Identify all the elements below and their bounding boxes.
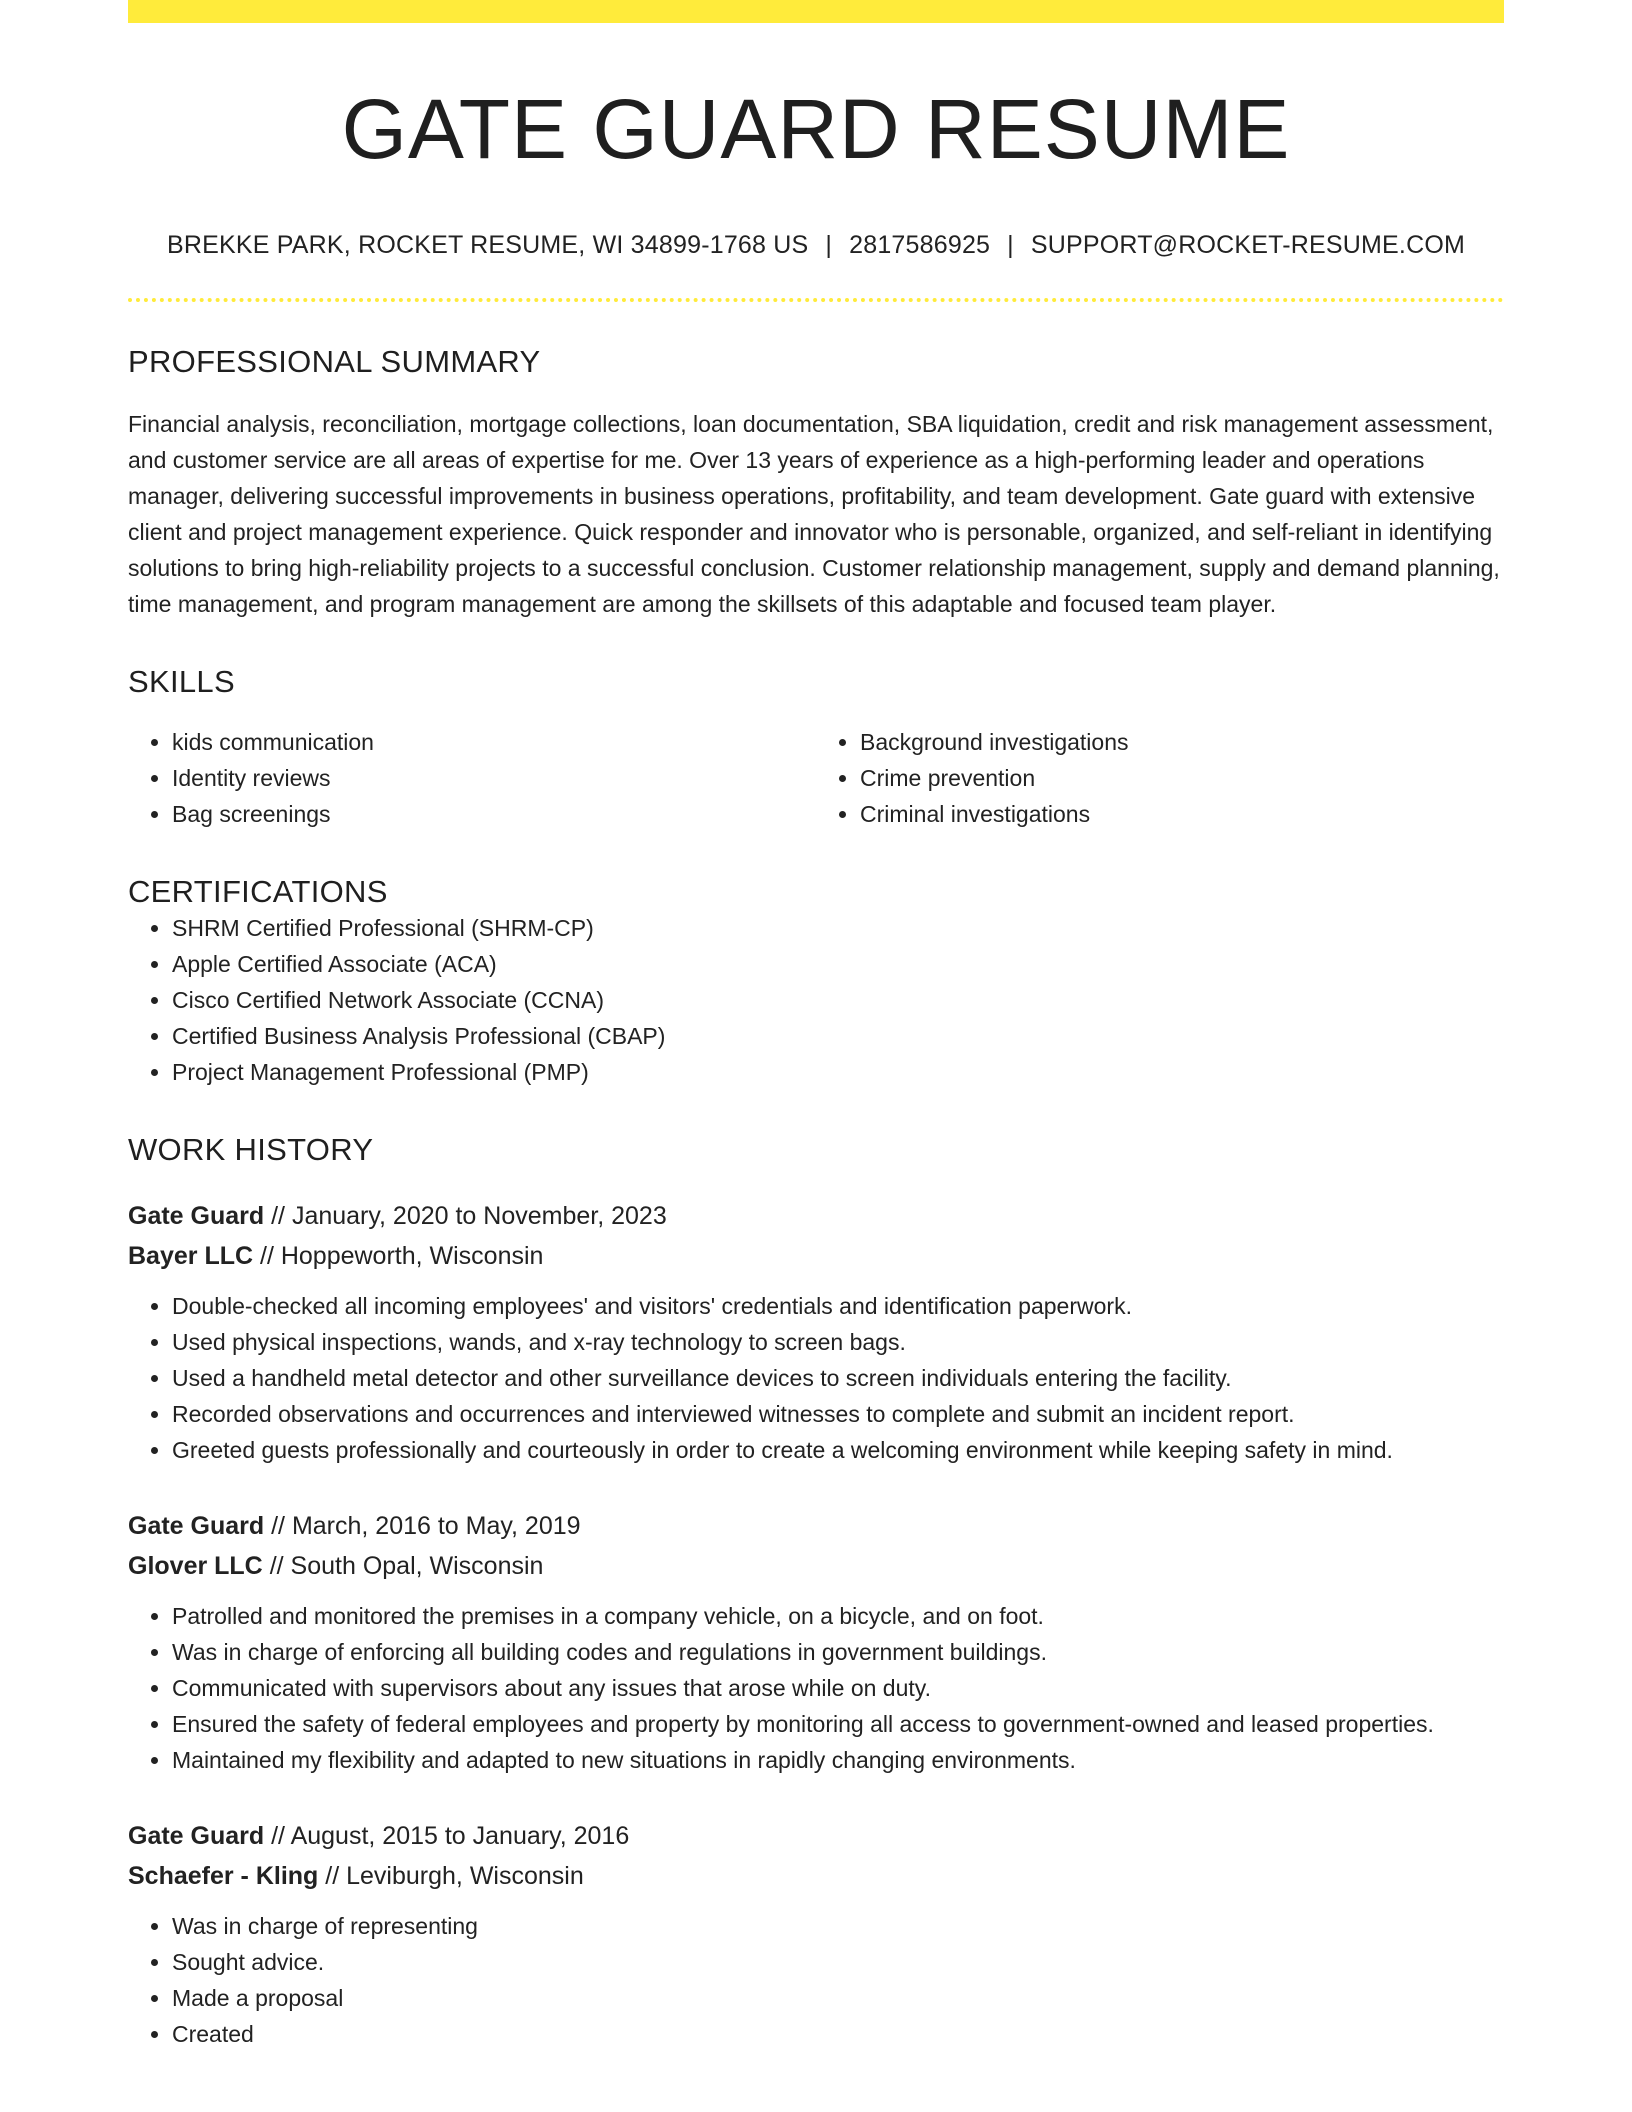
contact-email: SUPPORT@ROCKET-RESUME.COM bbox=[1030, 231, 1466, 260]
certifications-heading: CERTIFICATIONS bbox=[128, 874, 388, 910]
contact-separator: | bbox=[1007, 231, 1014, 260]
skills-columns bbox=[128, 724, 1504, 832]
skill-item: • Background investigations bbox=[860, 724, 1504, 760]
job-bullet: • Created bbox=[172, 2016, 1504, 2052]
contact-line bbox=[128, 231, 1504, 260]
certification-item: • Cisco Certified Network Associate (CCNA) bbox=[172, 982, 1504, 1018]
job-title: Gate Guard bbox=[128, 1512, 265, 1541]
contact-phone: 2817586925 bbox=[849, 231, 991, 260]
certification-item: • Certified Business Analysis Professional (CBAP) bbox=[172, 1018, 1504, 1054]
job-bullet: • Recorded observations and occurrences and interviewed witnesses to complete and submit an incident report. bbox=[172, 1396, 1504, 1432]
job-bullet: • Used physical inspections, wands, and x-ray technology to screen bags. bbox=[172, 1324, 1504, 1360]
resume-title: GATE GUARD RESUME bbox=[341, 82, 1291, 176]
job-entry bbox=[128, 1506, 1504, 1778]
job-bullet: • Was in charge of enforcing all building codes and regulations in government buildings. bbox=[172, 1634, 1504, 1670]
skills-left-list bbox=[128, 724, 816, 832]
job-bullet: • Double-checked all incoming employees' and visitors' credentials and identification paperwork. bbox=[172, 1288, 1504, 1324]
dotted-divider bbox=[128, 298, 1504, 302]
skill-item: • kids communication bbox=[172, 724, 816, 760]
job-title: Gate Guard bbox=[128, 1202, 265, 1231]
job-title-line bbox=[128, 1196, 1504, 1236]
job-bullet: • Communicated with supervisors about any issues that arose while on duty. bbox=[172, 1670, 1504, 1706]
job-dates: // January, 2020 to November, 2023 bbox=[271, 1202, 667, 1231]
job-title-line bbox=[128, 1506, 1504, 1546]
job-bullets bbox=[128, 1908, 1504, 2052]
job-dates: // March, 2016 to May, 2019 bbox=[271, 1512, 581, 1541]
job-title-line bbox=[128, 1816, 1504, 1856]
job-bullet: • Maintained my flexibility and adapted to new situations in rapidly changing environments. bbox=[172, 1742, 1504, 1778]
job-company: Schaefer - Kling bbox=[128, 1862, 319, 1891]
job-location: // South Opal, Wisconsin bbox=[269, 1552, 544, 1581]
certification-item: • SHRM Certified Professional (SHRM-CP) bbox=[172, 910, 1504, 946]
certification-item: • Apple Certified Associate (ACA) bbox=[172, 946, 1504, 982]
skill-item: • Crime prevention bbox=[860, 760, 1504, 796]
job-company: Bayer LLC bbox=[128, 1242, 254, 1271]
skill-item: • Identity reviews bbox=[172, 760, 816, 796]
job-company-line bbox=[128, 1236, 1504, 1276]
job-bullets bbox=[128, 1598, 1504, 1778]
job-entry bbox=[128, 1816, 1504, 2052]
skill-item: • Bag screenings bbox=[172, 796, 816, 832]
job-title: Gate Guard bbox=[128, 1822, 265, 1851]
certifications-list bbox=[128, 910, 1504, 1090]
summary-heading: PROFESSIONAL SUMMARY bbox=[128, 344, 541, 380]
skills-right-list bbox=[816, 724, 1504, 832]
resume-page bbox=[128, 0, 1504, 2052]
job-bullet: • Greeted guests professionally and courteously in order to create a welcoming environment while keeping safety in mind. bbox=[172, 1432, 1504, 1468]
job-bullet: • Sought advice. bbox=[172, 1944, 1504, 1980]
job-bullet: • Ensured the safety of federal employees and property by monitoring all access to government-owned and leased properties. bbox=[172, 1706, 1504, 1742]
job-company-line bbox=[128, 1856, 1504, 1896]
job-bullet: • Was in charge of representing bbox=[172, 1908, 1504, 1944]
contact-separator: | bbox=[825, 231, 833, 260]
top-accent-bar bbox=[128, 0, 1504, 23]
job-company-line bbox=[128, 1546, 1504, 1586]
work-history-heading: WORK HISTORY bbox=[128, 1132, 374, 1168]
skill-item: • Criminal investigations bbox=[860, 796, 1504, 832]
contact-address: BREKKE PARK, ROCKET RESUME, WI 34899-1768 US bbox=[166, 231, 809, 260]
job-bullet: • Used a handheld metal detector and other surveillance devices to screen individuals entering the facility. bbox=[172, 1360, 1504, 1396]
job-entry bbox=[128, 1196, 1504, 1468]
job-company: Glover LLC bbox=[128, 1552, 263, 1581]
job-location: // Hoppeworth, Wisconsin bbox=[260, 1242, 544, 1271]
certification-item: • Project Management Professional (PMP) bbox=[172, 1054, 1504, 1090]
skills-heading: SKILLS bbox=[128, 664, 235, 700]
job-bullet: • Patrolled and monitored the premises in a company vehicle, on a bicycle, and on foot. bbox=[172, 1598, 1504, 1634]
summary-text: Financial analysis, reconciliation, mortgage collections, loan documentation, SBA liquidation, credit and risk management assessment, and customer service are all areas of expertise for me. Over 13 years of experience as a high-performing leader and operations manager, delivering successful improvements in business operations, profitability, and team development. Gate guard with extensive client and project management experience. Quick responder and innovator who is personable, organized, and self-reliant in identifying solutions to bring high-reliability projects to a successful conclusion. Customer relationship management, supply and demand planning, time management, and program management are among the skillsets of this adaptable and focused team player. bbox=[128, 411, 1500, 618]
job-bullets bbox=[128, 1288, 1504, 1468]
job-bullet: • Made a proposal bbox=[172, 1980, 1504, 2016]
job-dates: // August, 2015 to January, 2016 bbox=[271, 1822, 630, 1851]
job-location: // Leviburgh, Wisconsin bbox=[325, 1862, 584, 1891]
